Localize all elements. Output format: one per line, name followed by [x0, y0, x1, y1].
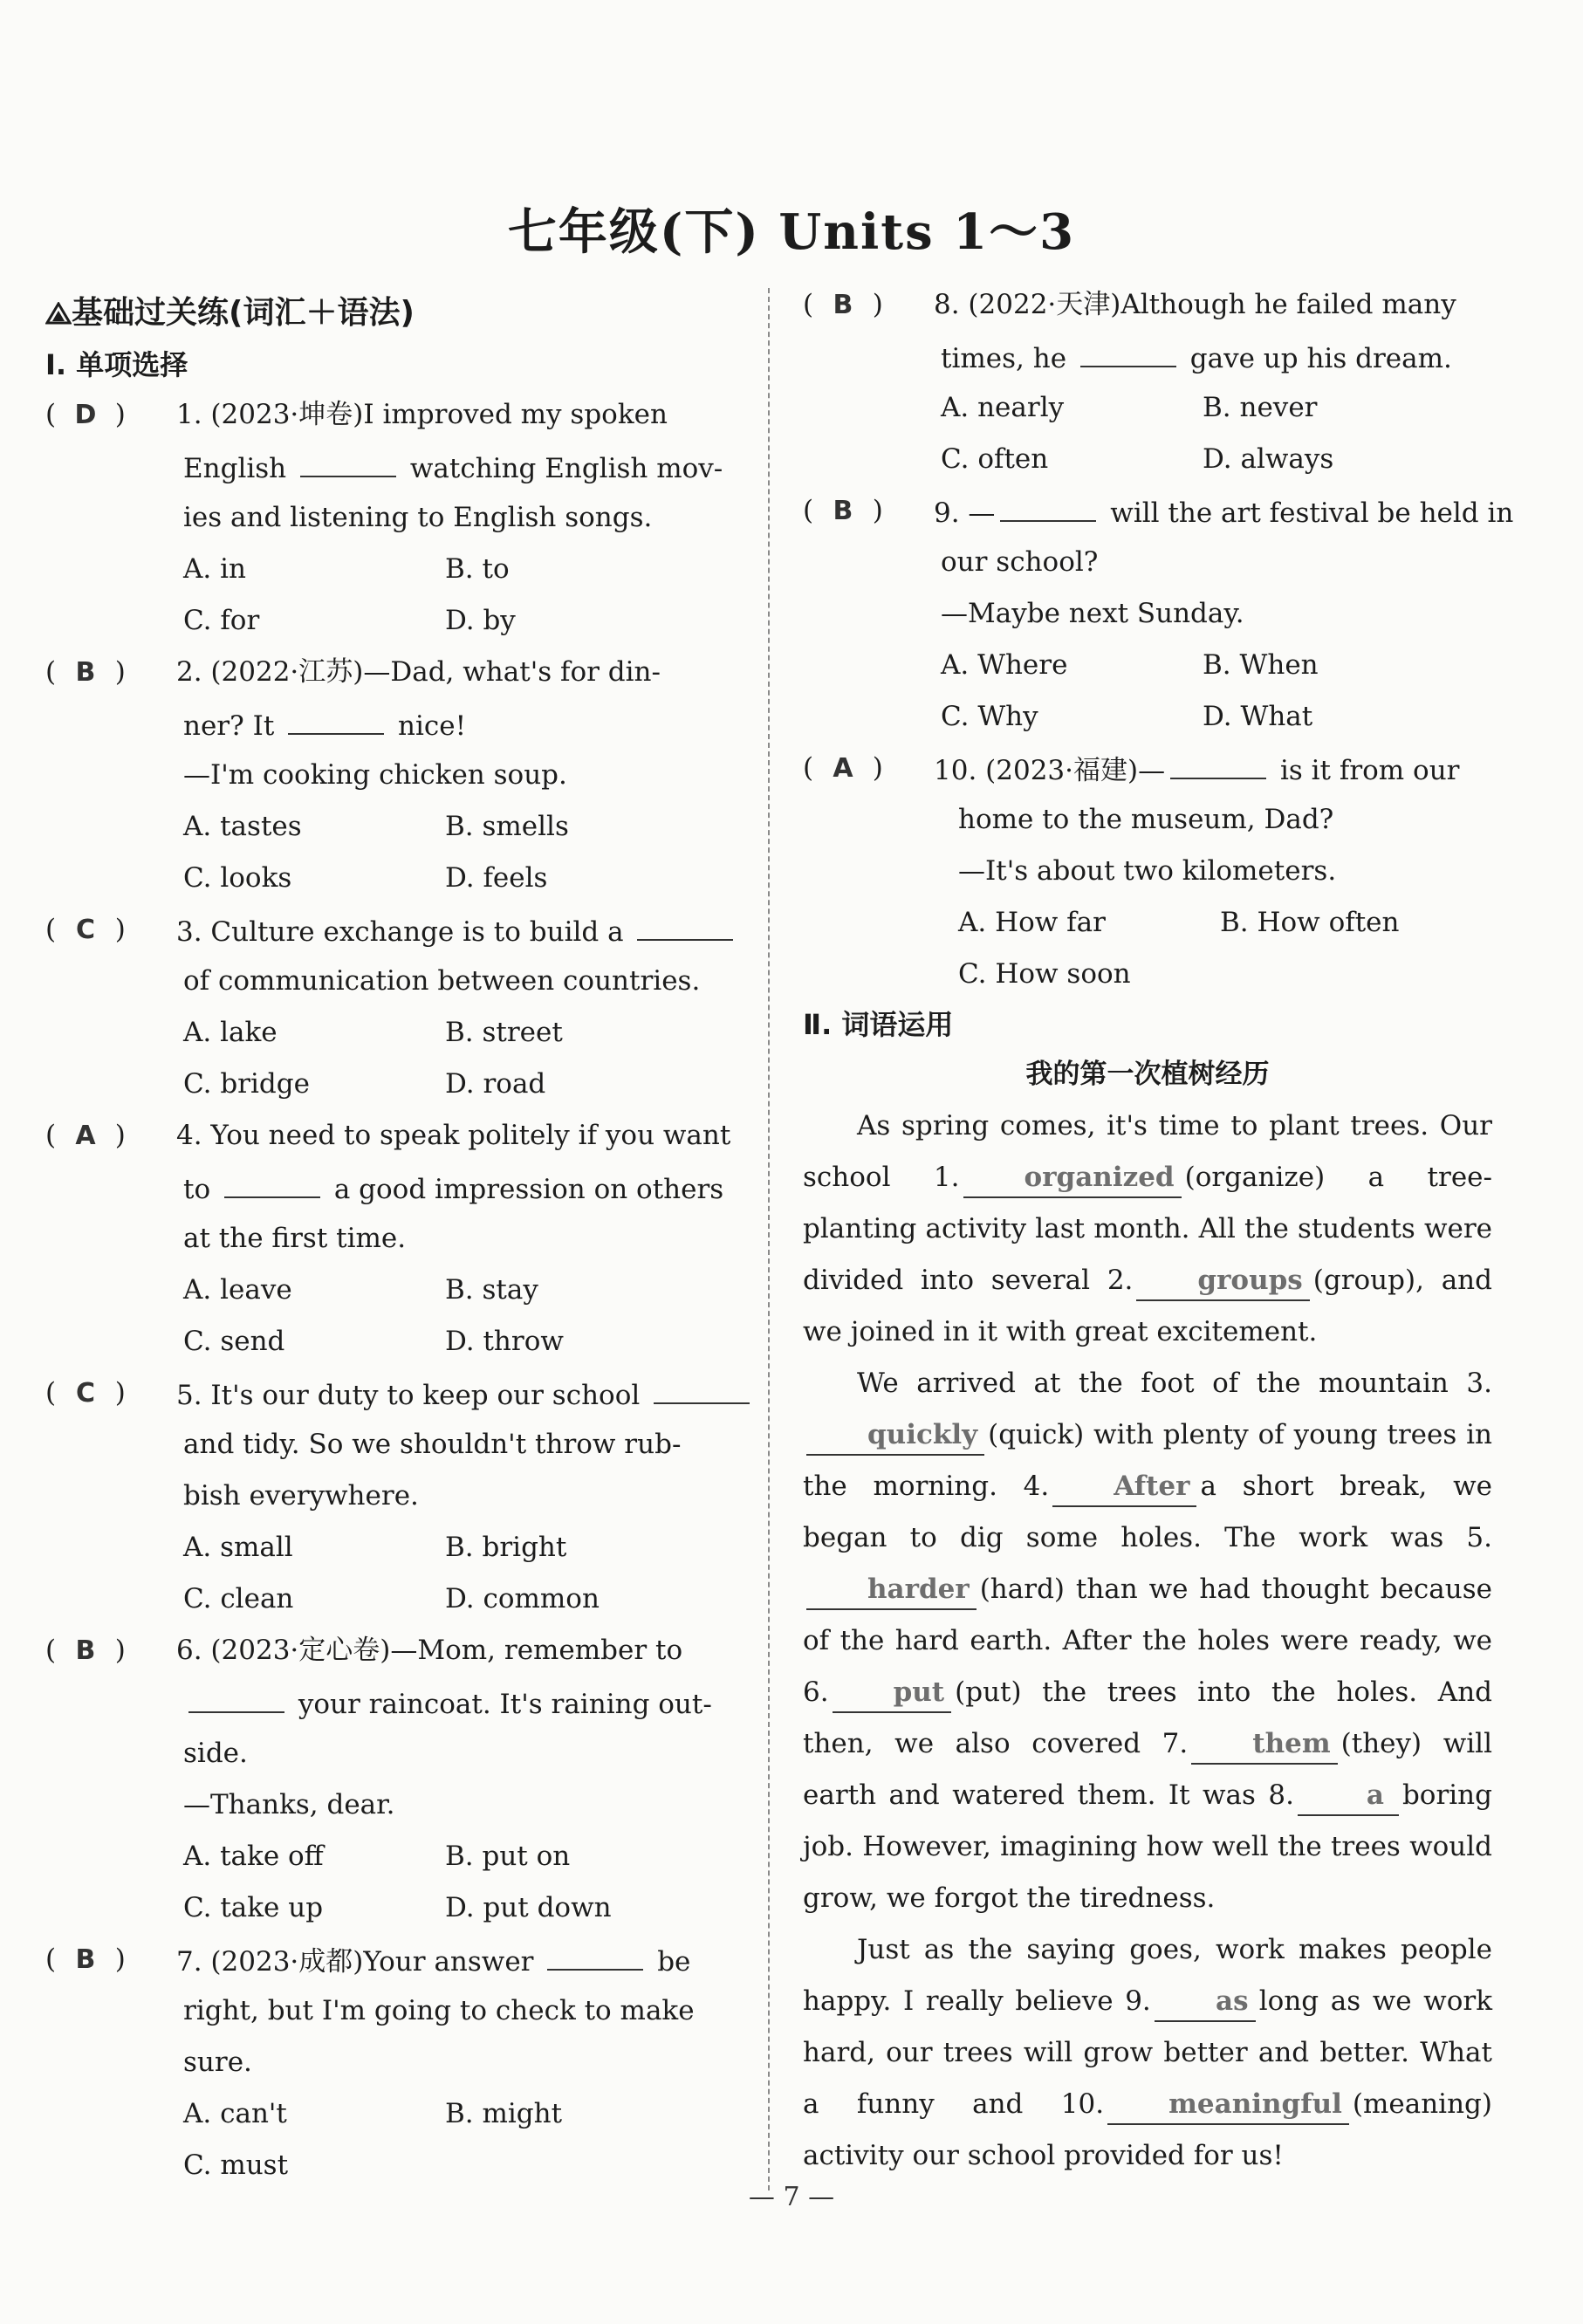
- p1-text-a: As spring comes, it's time to plant trees. Our school 1.: [803, 1110, 1492, 1193]
- question-text-line: your raincoat. It's raining out-: [45, 1676, 744, 1728]
- options-row: [45, 1882, 744, 1934]
- section-label: 基础过关练(词汇＋语法): [72, 295, 415, 331]
- option-choice[interactable]: C. must: [183, 2149, 289, 2181]
- answer-letter: C: [75, 1378, 95, 1409]
- options-row: [45, 544, 744, 595]
- left-column: [45, 279, 744, 2191]
- option-choice[interactable]: A. leave: [183, 1274, 292, 1306]
- question-item: [803, 279, 1492, 485]
- question-stem-line: [45, 904, 744, 956]
- answer-paren: ( B ): [803, 485, 934, 537]
- answer-blank[interactable]: [1170, 743, 1266, 779]
- question-text-line: to a good impression on others: [45, 1162, 744, 1213]
- option-choice[interactable]: B. smells: [445, 811, 569, 842]
- option-choice[interactable]: C. take up: [183, 1892, 324, 1923]
- option-choice[interactable]: B. put on: [445, 1841, 571, 1872]
- option-choice[interactable]: D. road: [445, 1068, 546, 1100]
- option-choice[interactable]: A. can't: [183, 2098, 287, 2129]
- question-text: 9. — will the art festival be held in: [934, 485, 1513, 537]
- answer-blank[interactable]: [654, 1368, 750, 1404]
- question-text-line: —Thanks, dear.: [183, 1789, 395, 1820]
- question-item: [803, 743, 1492, 1000]
- question-text-line: sure.: [183, 2046, 252, 2078]
- option-choice[interactable]: B. never: [1203, 392, 1318, 423]
- option-choice[interactable]: C. looks: [183, 862, 292, 894]
- options-row: [45, 1316, 744, 1368]
- page-number: — 7 —: [748, 2182, 835, 2212]
- option-choice[interactable]: B. street: [445, 1017, 563, 1048]
- p3-text-a: Just as the saying goes, work makes people happy. I really believe 9.: [803, 1934, 1492, 2017]
- answer-fill-10: meaningful: [1107, 2085, 1349, 2125]
- question-item: [45, 1110, 744, 1368]
- answer-fill-7: them: [1191, 1724, 1337, 1765]
- options-row: [45, 801, 744, 853]
- question-text-line: times, he gave up his dream.: [803, 331, 1492, 382]
- answer-paren: ( A ): [45, 1110, 176, 1162]
- question-text-line: —It's about two kilometers.: [958, 855, 1337, 887]
- answer-paren: ( C ): [45, 904, 176, 956]
- triangle-icon: [45, 286, 72, 340]
- options-row: [45, 2088, 744, 2140]
- option-choice[interactable]: D. What: [1203, 701, 1313, 732]
- option-choice[interactable]: C. How soon: [958, 958, 1131, 990]
- answer-letter: A: [75, 1121, 96, 1151]
- question-text: 10. (2023·福建)— is it from our: [934, 743, 1460, 794]
- answer-fill-2: groups: [1136, 1261, 1309, 1301]
- option-choice[interactable]: C. bridge: [183, 1068, 310, 1100]
- answer-fill-5: harder: [806, 1570, 977, 1610]
- p2-text-a: We arrived at the foot of the mountain 3.: [857, 1368, 1492, 1399]
- option-choice[interactable]: B. to: [445, 553, 510, 585]
- option-choice[interactable]: C. for: [183, 605, 260, 636]
- answer-paren: ( B ): [45, 1934, 176, 1985]
- question-item: [45, 904, 744, 1110]
- question-stem-line: [45, 1368, 744, 1419]
- option-choice[interactable]: B. How often: [1220, 907, 1400, 938]
- answer-fill-6: put: [833, 1673, 952, 1713]
- question-text: 8. (2022·天津)Although he failed many: [934, 289, 1456, 320]
- option-choice[interactable]: C. often: [941, 443, 1049, 475]
- options-row: [45, 595, 744, 647]
- answer-letter: B: [75, 1635, 96, 1666]
- question-text: 2. (2022·江苏)—Dad, what's for din-: [176, 656, 661, 688]
- question-text: 3. Culture exchange is to build a: [176, 904, 738, 956]
- option-choice[interactable]: A. tastes: [183, 811, 302, 842]
- question-item: [45, 647, 744, 904]
- question-stem-line: [45, 1625, 744, 1676]
- question-text: 6. (2023·定心卷)—Mom, remember to: [176, 1635, 683, 1666]
- options-row: [803, 949, 1492, 1000]
- question-text-line: and tidy. So we shouldn't throw rub-: [183, 1429, 682, 1460]
- p2-text-e: (put) the trees into the holes. And then, we also covered 7.: [803, 1676, 1492, 1759]
- p2-text-b: (quick) with plenty of young trees in the morning. 4.: [803, 1419, 1492, 1502]
- answer-blank[interactable]: [188, 1676, 284, 1713]
- option-choice[interactable]: A. nearly: [941, 392, 1065, 423]
- question-item: [45, 1625, 744, 1934]
- options-row: [803, 691, 1492, 743]
- question-text: 7. (2023·成都)Your answer be: [176, 1934, 690, 1985]
- question-item: [803, 485, 1514, 743]
- answer-letter: A: [833, 753, 853, 784]
- option-choice[interactable]: D. put down: [445, 1892, 612, 1923]
- option-choice[interactable]: A. take off: [183, 1841, 324, 1872]
- option-choice[interactable]: C. Why: [941, 701, 1038, 732]
- answer-paren: ( B ): [45, 647, 176, 698]
- question-item: [45, 1368, 744, 1625]
- options-row: [45, 853, 744, 904]
- option-choice[interactable]: D. by: [445, 605, 516, 636]
- question-text-line: right, but I'm going to check to make: [183, 1995, 695, 2026]
- option-choice[interactable]: A. Where: [941, 649, 1068, 681]
- answer-blank[interactable]: [288, 698, 384, 735]
- question-text: 1. (2023·坤卷)I improved my spoken: [176, 399, 668, 430]
- option-choice[interactable]: B. stay: [445, 1274, 538, 1306]
- option-choice[interactable]: A. How far: [958, 907, 1106, 938]
- question-stem-line: [45, 1934, 744, 1985]
- option-choice[interactable]: C. clean: [183, 1583, 294, 1614]
- options-row: [45, 1265, 744, 1316]
- question-text-line: our school?: [941, 546, 1099, 578]
- p1-text-b: (organize) a tree-planting activity last month. All the students were divided into several 2.: [803, 1162, 1492, 1296]
- question-text-line: —Maybe next Sunday.: [941, 598, 1244, 629]
- p2-text-c: a short break, we began to dig some holes. The work was 5.: [803, 1470, 1492, 1553]
- p3-text-c: (meaning) activity our school provided for us!: [803, 2088, 1492, 2171]
- answer-paren: ( B ): [45, 1625, 176, 1676]
- answer-blank[interactable]: [1000, 485, 1096, 522]
- answer-blank[interactable]: [300, 441, 396, 477]
- options-row: [45, 1522, 744, 1573]
- question-text: 5. It's our duty to keep our school: [176, 1368, 755, 1419]
- answer-fill-4: After: [1052, 1467, 1196, 1507]
- answer-paren: ( C ): [45, 1368, 176, 1419]
- options-row: [803, 897, 1492, 949]
- options-row: [45, 1831, 744, 1882]
- option-choice[interactable]: A. small: [183, 1532, 293, 1563]
- question-text-line: side.: [183, 1738, 248, 1769]
- question-item: [45, 389, 744, 647]
- p3-text-b: long as we work hard, our trees will grow better and better. What a funny and 10.: [803, 1985, 1492, 2120]
- question-text: 4. You need to speak politely if you want: [176, 1120, 731, 1151]
- column-divider: [768, 288, 770, 2190]
- answer-paren: ( B ): [803, 279, 934, 331]
- question-stem-line: [45, 647, 744, 698]
- question-text-line: bish everywhere.: [183, 1480, 419, 1512]
- p1-text-c: (group), and we joined in it with great excitement.: [803, 1265, 1492, 1347]
- option-choice[interactable]: A. lake: [183, 1017, 278, 1048]
- part1-heading: Ⅰ. 单项选择: [45, 348, 188, 381]
- passage-title: 我的第一次植树经历: [1025, 1059, 1270, 1090]
- right-column: [803, 279, 1514, 2182]
- answer-blank[interactable]: [637, 904, 733, 941]
- option-choice[interactable]: D. feels: [445, 862, 548, 894]
- passage-paragraph-1: [803, 1100, 1492, 1358]
- answer-letter: D: [74, 400, 97, 430]
- question-stem-line: [45, 389, 744, 441]
- options-row: [803, 434, 1492, 485]
- section-heading: [45, 286, 744, 340]
- answer-fill-1: organized: [963, 1158, 1182, 1198]
- question-stem-line: [803, 279, 1492, 331]
- answer-fill-9: as: [1155, 1982, 1256, 2022]
- question-stem-line: [45, 1110, 744, 1162]
- p2-text-f: (they) will earth and watered them. It was 8.: [803, 1728, 1492, 1811]
- question-text-line: home to the museum, Dad?: [958, 804, 1334, 835]
- option-choice[interactable]: B. bright: [445, 1532, 567, 1563]
- question-list-right: [803, 279, 1514, 1000]
- question-list-left: [45, 389, 744, 2191]
- answer-paren: ( A ): [803, 743, 934, 794]
- option-choice[interactable]: B. When: [1203, 649, 1319, 681]
- question-text-line: of communication between countries.: [183, 965, 701, 997]
- question-stem-line: [803, 485, 1514, 537]
- question-text-line: ner? It nice!: [45, 698, 744, 750]
- answer-letter: B: [833, 290, 853, 320]
- answer-letter: C: [75, 915, 95, 945]
- answer-blank[interactable]: [1080, 331, 1176, 367]
- option-choice[interactable]: C. send: [183, 1326, 285, 1357]
- question-item: [45, 1934, 744, 2191]
- answer-fill-3: quickly: [806, 1416, 984, 1456]
- options-row: [803, 382, 1492, 434]
- option-choice[interactable]: D. throw: [445, 1326, 564, 1357]
- part2-heading: Ⅱ. 词语运用: [803, 1008, 954, 1041]
- options-row: [45, 1007, 744, 1059]
- passage-paragraph-3: [803, 1924, 1492, 2182]
- option-choice[interactable]: B. might: [445, 2098, 563, 2129]
- answer-letter: B: [833, 496, 853, 526]
- option-choice[interactable]: D. always: [1203, 443, 1334, 475]
- options-row: [803, 640, 1492, 691]
- question-text-line: —I'm cooking chicken soup.: [183, 759, 567, 791]
- page-title: 七年级(下) Units 1～3: [507, 203, 1076, 261]
- options-row: [45, 1059, 744, 1110]
- question-text-line: English watching English mov-: [45, 441, 744, 492]
- passage-paragraph-2: [803, 1358, 1492, 1924]
- option-choice[interactable]: A. in: [183, 553, 246, 585]
- answer-letter: B: [75, 1944, 96, 1975]
- question-text-line: at the first time.: [183, 1223, 407, 1254]
- question-stem-line: [803, 743, 1492, 794]
- options-row: [45, 1573, 744, 1625]
- p2-text-g: boring job. However, imagining how well the trees would grow, we forgot the tiredness.: [803, 1779, 1492, 1914]
- option-choice[interactable]: D. common: [445, 1583, 600, 1614]
- answer-letter: B: [75, 657, 96, 688]
- answer-fill-8: a: [1298, 1776, 1399, 1816]
- answer-blank[interactable]: [547, 1934, 643, 1971]
- question-text-line: ies and listening to English songs.: [183, 502, 653, 533]
- answer-blank[interactable]: [224, 1162, 320, 1198]
- answer-paren: ( D ): [45, 389, 176, 441]
- p2-text-d: (hard) than we had thought because of the hard earth. After the holes were ready, we 6.: [803, 1573, 1492, 1708]
